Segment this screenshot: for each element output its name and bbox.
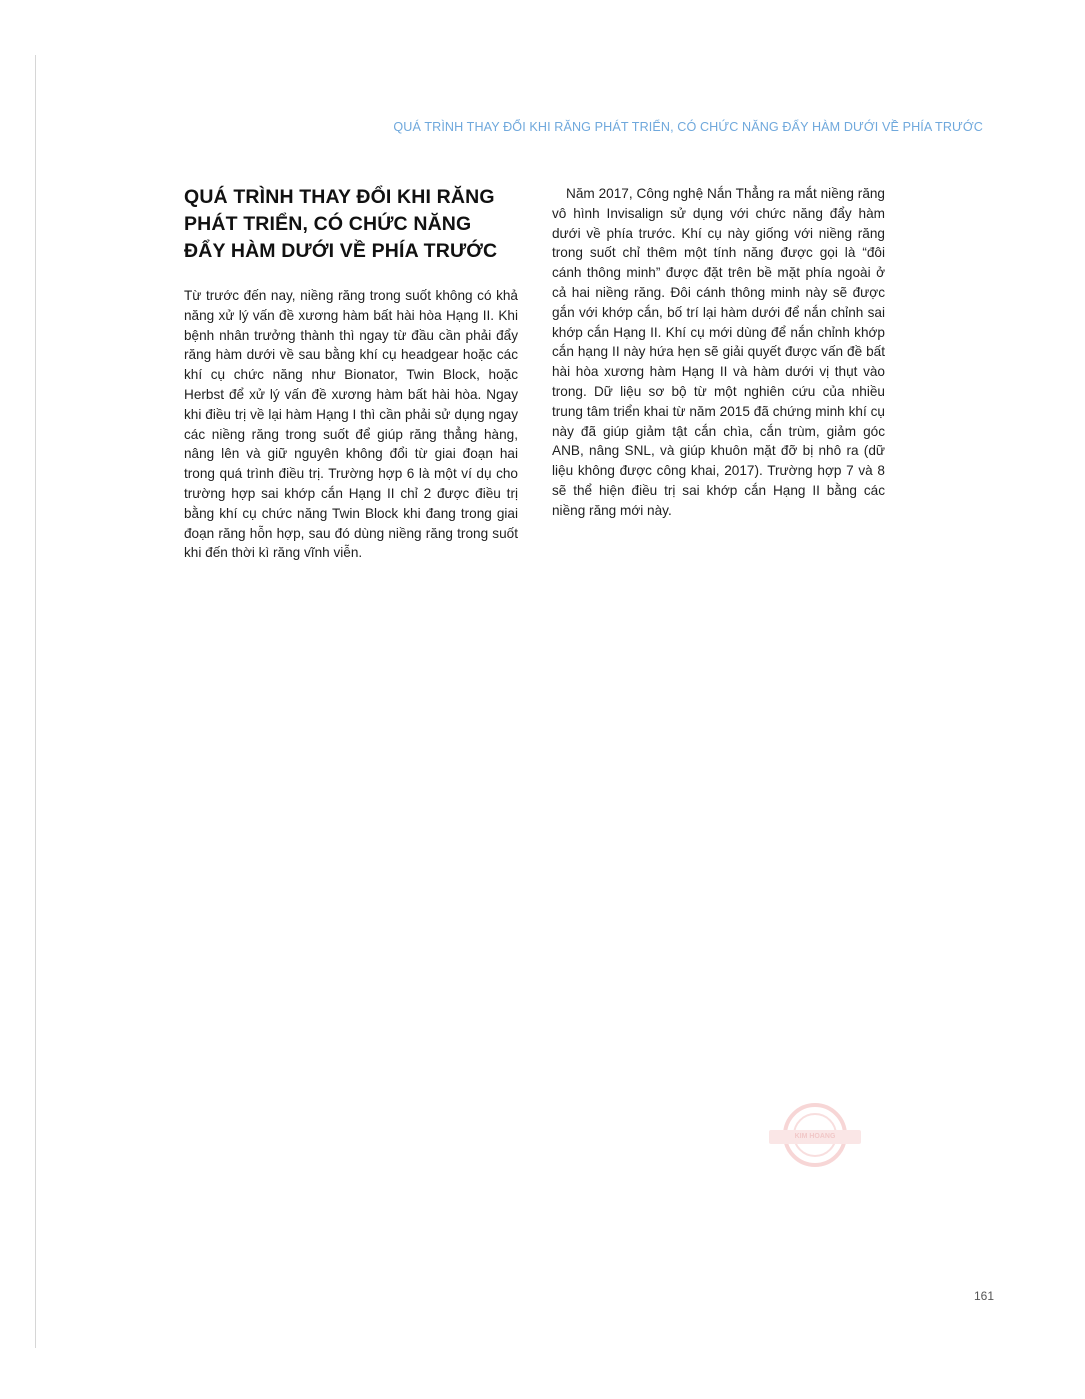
section-title-line-2: PHÁT TRIỂN, CÓ CHỨC NĂNG — [184, 213, 472, 235]
right-column — [552, 184, 885, 521]
page-margin-line — [35, 55, 36, 1348]
watermark-stamp — [783, 1103, 847, 1167]
left-column — [184, 184, 518, 563]
body-paragraph-right: Năm 2017, Công nghệ Nắn Thẳng ra mắt niềng răng vô hình Invisalign sử dụng với chức năng đẩy hàm dưới về phía trước. Khí cụ này giống với niềng răng trong suốt chỉ thêm một tính năng được gọi là “đôi cánh thông minh” được đặt trên bề mặt phía ngoài ở cả hai niềng răng. Đôi cánh thông minh này sẽ được gắn với khớp cắn, bố trí lại hàm dưới để nắn chỉnh sai khớp cắn Hạng II. Khí cụ mới dùng để nắn chỉnh khớp cắn hạng II này hứa hẹn sẽ giải quyết được vấn đề bất hài hòa xương hàm Hạng II và hàm dưới vị thụt vào trong. Dữ liệu sơ bộ từ một nghiên cứu của nhiều trung tâm triển khai từ năm 2015 đã chứng minh khí cụ này đã giúp giảm tật cắn chìa, cắn trùm, giảm góc ANB, nâng SNL, và giúp khuôn mặt đỡ bị nhô ra (dữ liệu không được công khai, 2017). Trường hợp 7 và 8 sẽ thể hiện điều trị sai khớp cắn Hạng II bằng các niềng răng mới này. — [552, 186, 885, 518]
page-number: 161 — [973, 1289, 994, 1303]
running-header: QUÁ TRÌNH THAY ĐỔI KHI RĂNG PHÁT TRIỂN, CÓ CHỨC NĂNG ĐẨY HÀM DƯỚI VỀ PHÍA TRƯỚC — [393, 120, 983, 134]
watermark-stamp-text: KIM HOANG — [769, 1130, 861, 1144]
section-title — [184, 184, 518, 265]
section-title-line-3: ĐẨY HÀM DƯỚI VỀ PHÍA TRƯỚC — [184, 240, 498, 262]
body-paragraph-left: Từ trước đến nay, niềng răng trong suốt không có khả năng xử lý vấn đề xương hàm bất hài hòa Hạng II. Khi bệnh nhân trưởng thành thì ngay từ đầu cần phải đẩy răng hàm dưới về sau bằng khí cụ headgear hoặc các khí cụ chức năng như Bionator, Twin Block, hoặc Herbst để xử lý vấn đề xương hàm bất hài hòa. Ngay khi điều trị về lại hàm Hạng I thì cần phải sử dụng ngay các niềng răng trong suốt để giúp răng thẳng hàng, nâng lên và giữ nguyên không đổi từ giai đoạn hai trong quá trình điều trị. Trường hợp 6 là một ví dụ cho trường hợp sai khớp cắn Hạng II chỉ 2 được điều trị bằng khí cụ chức năng Twin Block khi đang trong giai đoạn răng hỗn hợp, sau đó dùng niềng răng trong suốt khi đến thời kì răng vĩnh viễn. — [184, 288, 518, 561]
section-title-line-1: QUÁ TRÌNH THAY ĐỔI KHI RĂNG — [184, 186, 495, 208]
